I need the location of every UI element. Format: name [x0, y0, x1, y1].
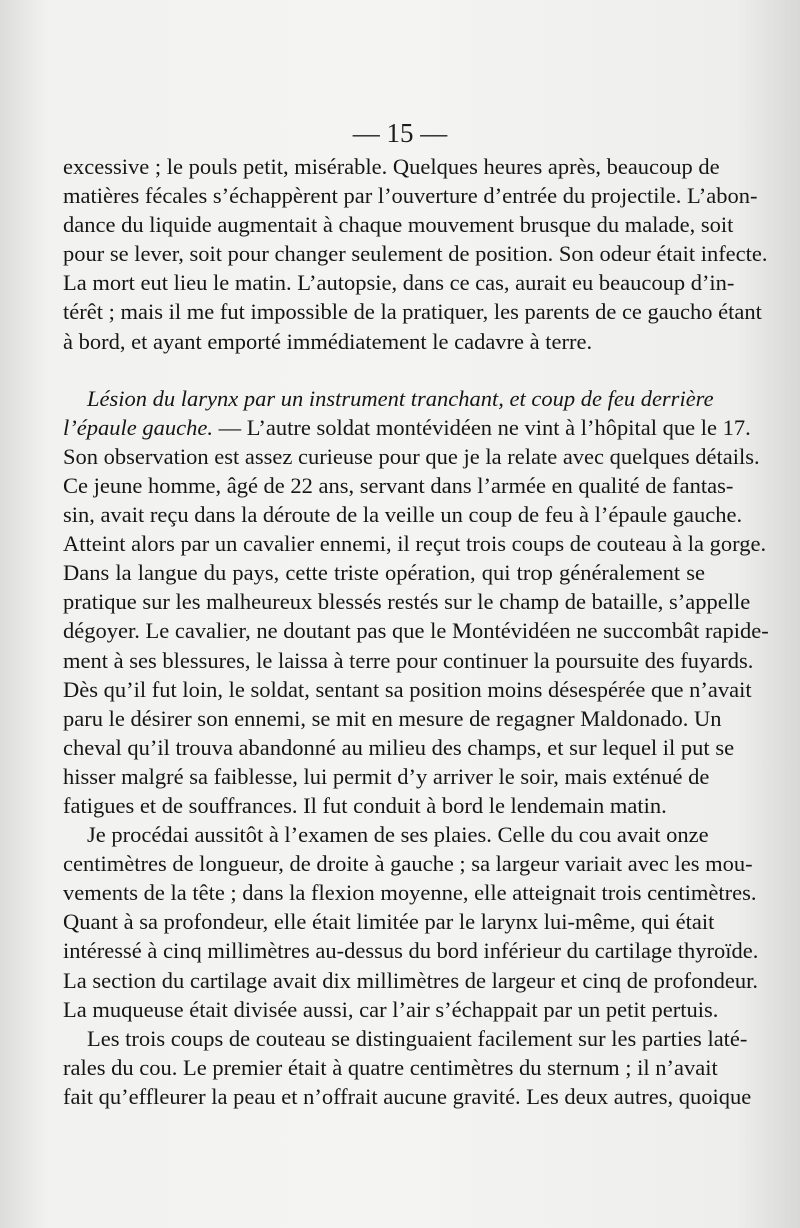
text-line: excessive ; le pouls petit, misérable. Quelques heures après, beaucoup de — [63, 154, 720, 179]
section-heading-text: — L’autre soldat montévidéen ne vint à l’hôpital que le 17. — [212, 414, 751, 440]
page-number: — 15 — — [352, 118, 448, 148]
text-line: matières fécales s’échappèrent par l’ouverture d’entrée du projectile. L’abon- — [63, 183, 758, 209]
text-line: térêt ; mais il me fut impossible de la pratiquer, les parents de ce gaucho étant — [63, 299, 762, 325]
text-line: sin, avait reçu dans la déroute de la veille un coup de feu à l’épaule gauche. — [63, 502, 743, 528]
text-line: rales du cou. Le premier était à quatre centimètres du sternum ; il n’avait — [63, 1054, 718, 1080]
text-line: Je procédai aussitôt à l’examen de ses plaies. Celle du cou avait onze — [87, 822, 709, 848]
text-line: vements de la tête ; dans la flexion moyenne, elle atteignait trois centimètres. — [63, 880, 757, 906]
section-heading-line — [63, 413, 751, 442]
text-line: La muqueuse était divisée aussi, car l’air s’échappait par un petit pertuis. — [63, 996, 719, 1022]
text-line: cheval qu’il trouva abandonné au milieu des champs, et sur lequel il put se — [63, 734, 735, 760]
section-heading-line: Lésion du larynx par un instrument tranchant, et coup de feu derrière — [87, 385, 714, 411]
text-line: La mort eut lieu le matin. L’autopsie, dans ce cas, aurait eu beaucoup d’in- — [63, 270, 735, 296]
text-line: Ce jeune homme, âgé de 22 ans, servant dans l’armée en qualité de fantas- — [63, 472, 734, 498]
text-line: Quant à sa profondeur, elle était limitée par le larynx lui-même, qui était — [63, 909, 715, 935]
text-line: ment à ses blessures, le laissa à terre pour continuer la poursuite des fuyards. — [63, 647, 754, 673]
text-line: centimètres de longueur, de droite à gauche ; sa largeur variait avec les mou- — [63, 851, 753, 877]
text-line: Les trois coups de couteau se distinguaient facilement sur les parties laté- — [87, 1025, 748, 1051]
text-line: pratique sur les malheureux blessés restés sur le champ de bataille, s’appelle — [63, 589, 751, 615]
text-line: La section du cartilage avait dix millimètres de largeur et cinq de profondeur. — [63, 967, 758, 993]
text-line: Son observation est assez curieuse pour que je la relate avec quelques détails. — [63, 443, 760, 469]
text-line: hisser malgré sa faiblesse, lui permit d’y arriver le soir, mais exténué de — [63, 763, 710, 789]
text-line: Atteint alors par un cavalier ennemi, il reçut trois coups de couteau à la gorge. — [63, 531, 767, 557]
text-line: pour se lever, soit pour changer seulement de position. Son odeur était infecte. — [63, 241, 768, 267]
text-line: fait qu’effleurer la peau et n’offrait aucune gravité. Les deux autres, quoique — [63, 1083, 752, 1109]
text-line: Dès qu’il fut loin, le soldat, sentant sa position moins désespérée que n’avait — [63, 676, 752, 702]
text-line: intéressé à cinq millimètres au-dessus du bord inférieur du cartilage thyroïde. — [63, 938, 759, 964]
text-line: fatigues et de souffrances. Il fut conduit à bord le lendemain matin. — [63, 792, 667, 818]
text-line: Dans la langue du pays, cette triste opération, qui trop généralement se — [63, 560, 705, 586]
text-line: dance du liquide augmentait à chaque mouvement brusque du malade, soit — [63, 212, 734, 238]
text-line: paru le désirer son ennemi, se mit en mesure de regagner Maldonado. Un — [63, 705, 722, 731]
text-line: dégoyer. Le cavalier, ne doutant pas que le Montévidéen ne succombât rapide- — [63, 618, 769, 644]
section-heading-italic: l’épaule gauche. — [63, 414, 213, 440]
body-text — [63, 152, 769, 1111]
text-line: à bord, et ayant emporté immédiatement le cadavre à terre. — [63, 328, 593, 354]
